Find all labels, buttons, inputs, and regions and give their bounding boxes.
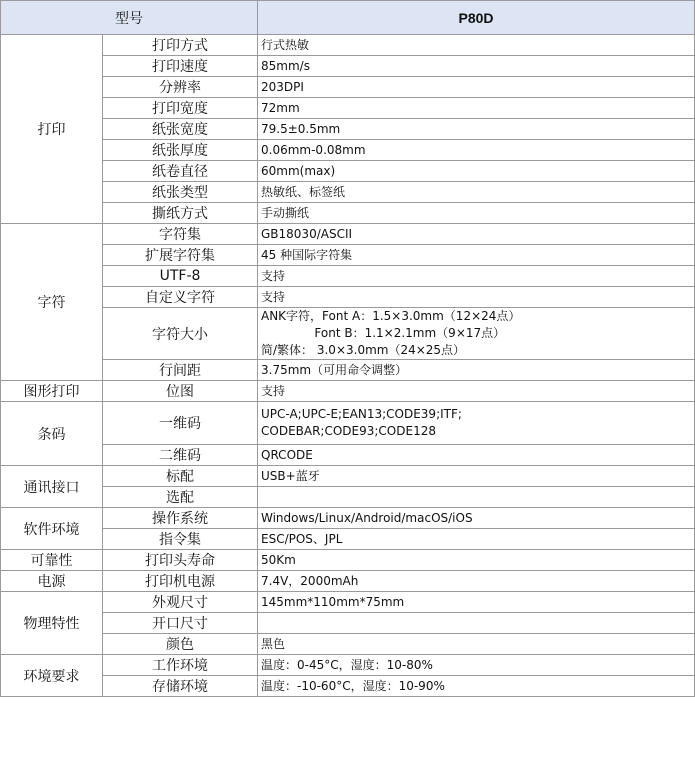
item-label: 颜色 bbox=[103, 634, 258, 655]
table-row bbox=[1, 360, 695, 381]
category-reliability: 可靠性 bbox=[1, 550, 103, 571]
table-row bbox=[1, 613, 695, 634]
item-label: 撕纸方式 bbox=[103, 203, 258, 224]
item-value: 7.4V，2000mAh bbox=[258, 571, 695, 592]
item-value: 60mm(max) bbox=[258, 161, 695, 182]
table-row bbox=[1, 266, 695, 287]
item-value: 支持 bbox=[258, 287, 695, 308]
category-graphics: 图形打印 bbox=[1, 381, 103, 402]
item-value-multiline bbox=[258, 402, 695, 445]
table-row bbox=[1, 487, 695, 508]
item-label: 行间距 bbox=[103, 360, 258, 381]
item-value: 85mm/s bbox=[258, 56, 695, 77]
item-label: 字符集 bbox=[103, 224, 258, 245]
category-barcode: 条码 bbox=[1, 402, 103, 466]
item-label: 纸卷直径 bbox=[103, 161, 258, 182]
item-value: 0.06mm-0.08mm bbox=[258, 140, 695, 161]
item-label: 二维码 bbox=[103, 445, 258, 466]
value-line: UPC-A;UPC-E;EAN13;CODE39;ITF; bbox=[261, 407, 462, 421]
item-label: 打印机电源 bbox=[103, 571, 258, 592]
item-value: 手动撕纸 bbox=[258, 203, 695, 224]
item-label: 分辨率 bbox=[103, 77, 258, 98]
table-row bbox=[1, 161, 695, 182]
item-value bbox=[258, 487, 695, 508]
item-label: 打印速度 bbox=[103, 56, 258, 77]
item-value: Windows/Linux/Android/macOS/iOS bbox=[258, 508, 695, 529]
table-row bbox=[1, 402, 695, 445]
table-row bbox=[1, 529, 695, 550]
item-label: 打印宽度 bbox=[103, 98, 258, 119]
table-row bbox=[1, 550, 695, 571]
item-label: UTF-8 bbox=[103, 266, 258, 287]
category-software: 软件环境 bbox=[1, 508, 103, 550]
item-label: 指令集 bbox=[103, 529, 258, 550]
category-print: 打印 bbox=[1, 35, 103, 224]
item-label: 选配 bbox=[103, 487, 258, 508]
item-label: 纸张类型 bbox=[103, 182, 258, 203]
item-value: GB18030/ASCII bbox=[258, 224, 695, 245]
table-row bbox=[1, 466, 695, 487]
table-row bbox=[1, 77, 695, 98]
item-label: 打印头寿命 bbox=[103, 550, 258, 571]
item-label: 外观尺寸 bbox=[103, 592, 258, 613]
table-row bbox=[1, 592, 695, 613]
item-value: ESC/POS、JPL bbox=[258, 529, 695, 550]
item-value: 79.5±0.5mm bbox=[258, 119, 695, 140]
model-label: 型号 bbox=[1, 1, 258, 35]
category-power: 电源 bbox=[1, 571, 103, 592]
item-value: USB+蓝牙 bbox=[258, 466, 695, 487]
table-row bbox=[1, 98, 695, 119]
item-value-multiline bbox=[258, 308, 695, 360]
value-line: Font B：1.1×2.1mm（9×17点） bbox=[261, 326, 506, 340]
item-value bbox=[258, 613, 695, 634]
table-row bbox=[1, 140, 695, 161]
item-label: 位图 bbox=[103, 381, 258, 402]
table-row bbox=[1, 381, 695, 402]
table-row bbox=[1, 287, 695, 308]
item-label: 打印方式 bbox=[103, 35, 258, 56]
table-row bbox=[1, 245, 695, 266]
item-label: 一维码 bbox=[103, 402, 258, 445]
item-label: 标配 bbox=[103, 466, 258, 487]
item-label: 纸张宽度 bbox=[103, 119, 258, 140]
model-value: P80D bbox=[258, 1, 695, 35]
item-value: 支持 bbox=[258, 381, 695, 402]
table-row bbox=[1, 308, 695, 360]
item-value: 温度：-10-60°C，湿度：10-90% bbox=[258, 676, 695, 697]
category-physical: 物理特性 bbox=[1, 592, 103, 655]
item-label: 操作系统 bbox=[103, 508, 258, 529]
item-value: 行式热敏 bbox=[258, 35, 695, 56]
item-value: 热敏纸、标签纸 bbox=[258, 182, 695, 203]
item-label: 字符大小 bbox=[103, 308, 258, 360]
table-row bbox=[1, 676, 695, 697]
item-label: 存储环境 bbox=[103, 676, 258, 697]
item-value: 支持 bbox=[258, 266, 695, 287]
table-row bbox=[1, 203, 695, 224]
item-value: 温度：0-45°C，湿度：10-80% bbox=[258, 655, 695, 676]
item-label: 工作环境 bbox=[103, 655, 258, 676]
item-label: 自定义字符 bbox=[103, 287, 258, 308]
table-row bbox=[1, 35, 695, 56]
category-env: 环境要求 bbox=[1, 655, 103, 697]
value-line: CODEBAR;CODE93;CODE128 bbox=[261, 424, 436, 438]
item-label: 开口尺寸 bbox=[103, 613, 258, 634]
item-value: 50Km bbox=[258, 550, 695, 571]
table-row bbox=[1, 224, 695, 245]
table-row bbox=[1, 445, 695, 466]
value-line: 简/繁体： 3.0×3.0mm（24×25点） bbox=[261, 343, 466, 357]
table-row bbox=[1, 571, 695, 592]
item-label: 纸张厚度 bbox=[103, 140, 258, 161]
value-line: ANK字符，Font A：1.5×3.0mm（12×24点） bbox=[261, 309, 521, 323]
category-chars: 字符 bbox=[1, 224, 103, 381]
table-row bbox=[1, 56, 695, 77]
table-row bbox=[1, 508, 695, 529]
table-row bbox=[1, 182, 695, 203]
item-value: 72mm bbox=[258, 98, 695, 119]
item-value: 203DPI bbox=[258, 77, 695, 98]
item-value: 45 种国际字符集 bbox=[258, 245, 695, 266]
table-row bbox=[1, 634, 695, 655]
item-value: 145mm*110mm*75mm bbox=[258, 592, 695, 613]
item-value: QRCODE bbox=[258, 445, 695, 466]
item-value: 3.75mm（可用命令调整） bbox=[258, 360, 695, 381]
item-label: 扩展字符集 bbox=[103, 245, 258, 266]
table-row bbox=[1, 655, 695, 676]
header-row bbox=[1, 1, 695, 35]
category-comm: 通讯接口 bbox=[1, 466, 103, 508]
table-row bbox=[1, 119, 695, 140]
item-value: 黑色 bbox=[258, 634, 695, 655]
